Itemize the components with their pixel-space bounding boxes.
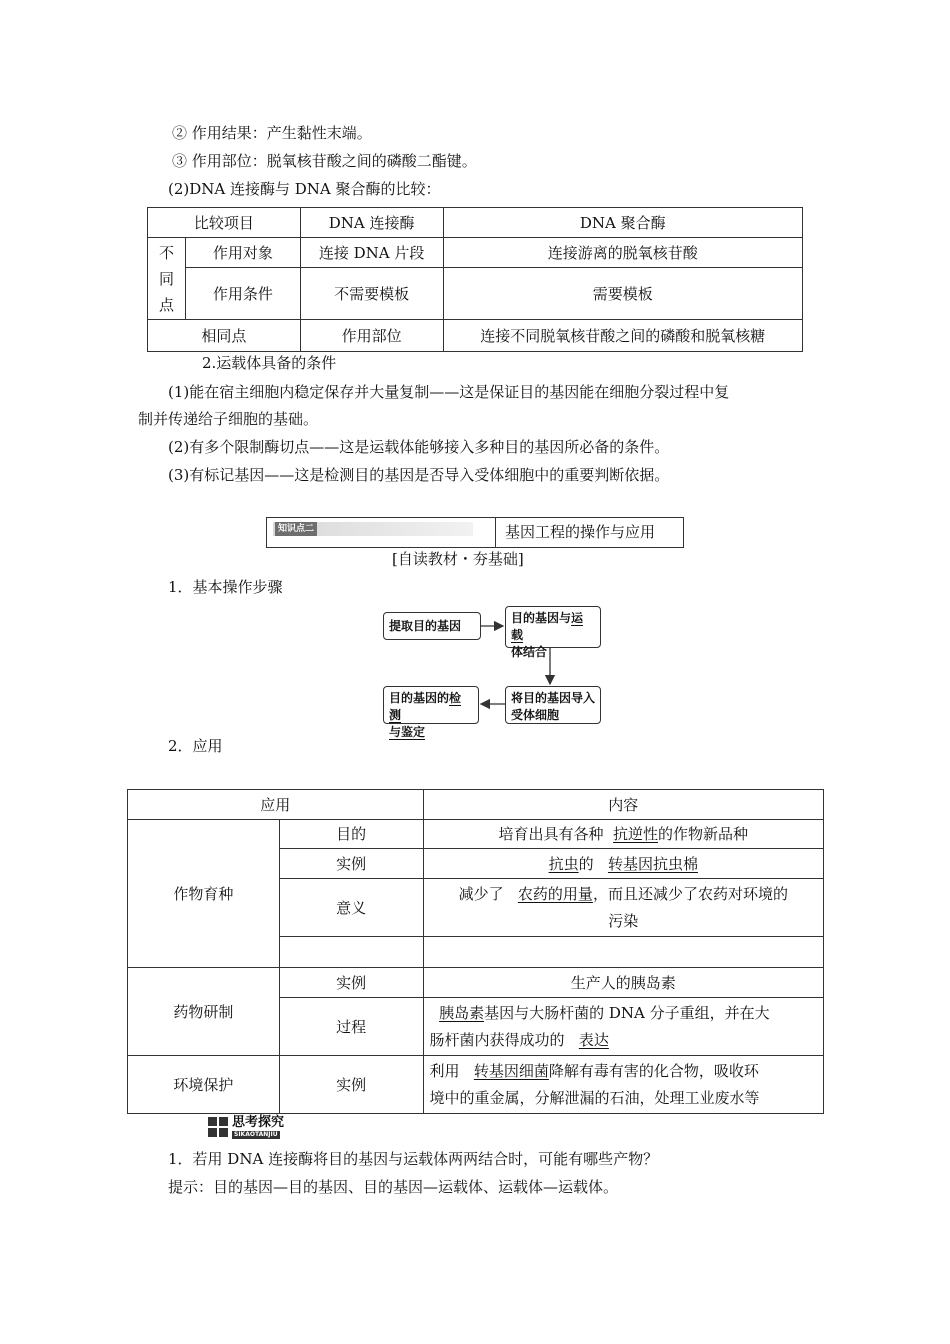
applications-table xyxy=(127,789,824,1114)
row-condition-ligase: 不需要模板 xyxy=(300,268,443,320)
crop-purpose xyxy=(423,820,823,849)
header-item: 比较项目 xyxy=(148,208,301,238)
row-condition-label: 作用条件 xyxy=(185,268,300,320)
crop-meaning-label: 意义 xyxy=(279,879,423,937)
crop-empty-content xyxy=(423,937,823,968)
env-example-label: 实例 xyxy=(279,1056,423,1114)
app-header-application: 应用 xyxy=(128,790,424,820)
enzyme-site-line: ③ 作用部位：脱氧核苷酸之间的磷酸二酯键。 xyxy=(172,152,477,170)
drug-process-d: 表达 xyxy=(578,1030,609,1049)
header-polymerase: DNA 聚合酶 xyxy=(443,208,802,238)
vector-p1-line2: 制并传递给子细胞的基础。 xyxy=(138,410,319,428)
enzyme-result-line: ② 作用结果：产生黏性末端。 xyxy=(172,124,372,142)
step-extract-text: 提取目的基因 xyxy=(389,619,462,633)
drug-process xyxy=(423,998,823,1056)
drug-process-a: 胰岛素 xyxy=(439,1003,485,1022)
step-detect-text-a: 目的基因的 xyxy=(389,691,450,705)
step-combine-text-a: 目的基因与 xyxy=(511,611,572,625)
vector-heading: 2.运载体具备的条件 xyxy=(202,354,337,372)
step-introduce-text-a: 将目的基因导入 xyxy=(511,691,596,705)
crop-example-c: 转基因抗虫棉 xyxy=(607,854,698,873)
diff-char-2: 同 xyxy=(158,269,174,288)
drug-process-c: 肠杆菌内获得成功的 xyxy=(429,1030,565,1049)
crop-empty-label xyxy=(279,937,423,968)
header-ligase: DNA 连接酶 xyxy=(300,208,443,238)
diff-char-1: 不 xyxy=(158,243,174,262)
comparison-heading: (2)DNA 连接酶与 DNA 聚合酶的比较： xyxy=(168,180,441,198)
row-object-ligase: 连接 DNA 片段 xyxy=(300,238,443,268)
step-introduce-text-b: 受体细胞 xyxy=(511,708,560,722)
step-detect-text-b: 检测 xyxy=(389,691,462,722)
think-logo-icon-square-1 xyxy=(208,1117,217,1126)
crop-meaning-b: 农药的用量 xyxy=(517,884,593,903)
same-label: 相同点 xyxy=(148,320,301,352)
row-condition-polymerase: 需要模板 xyxy=(443,268,802,320)
crop-purpose-c: 的作物新品种 xyxy=(658,825,749,843)
same-value: 连接不同脱氧核苷酸之间的磷酸和脱氧核糖 xyxy=(443,320,802,352)
vector-p2: (2)有多个限制酶切点——这是运载体能够接入多种目的基因所必备的条件。 xyxy=(168,438,670,456)
crop-example-a: 抗虫 xyxy=(548,854,579,873)
drug-example-label: 实例 xyxy=(279,968,423,998)
vector-p3: (3)有标记基因——这是检测目的基因是否导入受体细胞中的重要判断依据。 xyxy=(168,466,670,484)
applications-heading: 2．应用 xyxy=(168,737,223,755)
same-item: 作用部位 xyxy=(300,320,443,352)
think-logo-icon-square-2 xyxy=(219,1117,228,1126)
think-logo-title: 思考探究 xyxy=(232,1115,285,1130)
env-example-d: 境中的重金属，分解泄漏的石油，处理工业废水等 xyxy=(429,1088,760,1107)
crop-label: 作物育种 xyxy=(128,820,280,968)
crop-meaning-d: 污染 xyxy=(608,911,639,930)
think-logo-icon xyxy=(208,1117,228,1137)
env-example-a: 利用 xyxy=(429,1061,460,1080)
step-detect-text-c: 与鉴定 xyxy=(389,725,426,739)
step-combine-text-c: 体结合 xyxy=(511,645,548,659)
steps-heading: 1．基本操作步骤 xyxy=(168,578,283,596)
crop-example-label: 实例 xyxy=(279,849,423,879)
think-logo-icon-square-3 xyxy=(208,1128,217,1137)
think-logo-icon-square-4 xyxy=(219,1128,228,1137)
step-combine-text-b: 运载 xyxy=(511,611,584,642)
crop-purpose-a: 培育出具有各种 xyxy=(498,825,604,843)
drug-process-b: 基因与大肠杆菌的 DNA 分子重组，并在大 xyxy=(484,1003,770,1022)
app-header-content: 内容 xyxy=(423,790,823,820)
think-logo xyxy=(208,1115,318,1141)
drug-label: 药物研制 xyxy=(128,968,280,1056)
think-question-1: 1．若用 DNA 连接酶将目的基因与运载体两两结合时，可能有哪些产物？ xyxy=(168,1150,659,1168)
crop-purpose-b: 抗逆性 xyxy=(613,825,659,843)
think-answer-1: 提示：目的基因—目的基因、目的基因—运载体、运载体—运载体。 xyxy=(168,1178,619,1196)
crop-meaning xyxy=(423,879,823,937)
crop-example xyxy=(423,849,823,879)
row-object-label: 作用对象 xyxy=(185,238,300,268)
row-object-polymerase: 连接游离的脱氧核苷酸 xyxy=(443,238,802,268)
vector-p1-line1: (1)能在宿主细胞内稳定保存并大量复制——这是保证目的基因能在细胞分裂过程中复 xyxy=(168,383,730,401)
env-label: 环境保护 xyxy=(128,1056,280,1114)
section-subtitle: [自读教材・夯基础] xyxy=(392,550,524,568)
env-example-b: 转基因细菌 xyxy=(473,1061,549,1080)
crop-meaning-a: 减少了 xyxy=(458,884,504,903)
env-example-c: 降解有毒有害的化合物，吸收环 xyxy=(548,1061,759,1080)
env-example xyxy=(423,1056,823,1114)
section-title: 基因工程的操作与应用 xyxy=(505,523,656,541)
drug-process-label: 过程 xyxy=(279,998,423,1056)
crop-example-b: 的 xyxy=(578,854,594,873)
crop-meaning-c: ，而且还减少了农药对环境的 xyxy=(592,884,788,903)
crop-purpose-label: 目的 xyxy=(279,820,423,849)
diff-char-3: 点 xyxy=(158,295,174,314)
drug-example: 生产人的胰岛素 xyxy=(423,968,823,998)
section-tag: 知识点二 xyxy=(275,522,317,536)
think-logo-sub: SIKAOTANJIU xyxy=(234,1131,278,1138)
